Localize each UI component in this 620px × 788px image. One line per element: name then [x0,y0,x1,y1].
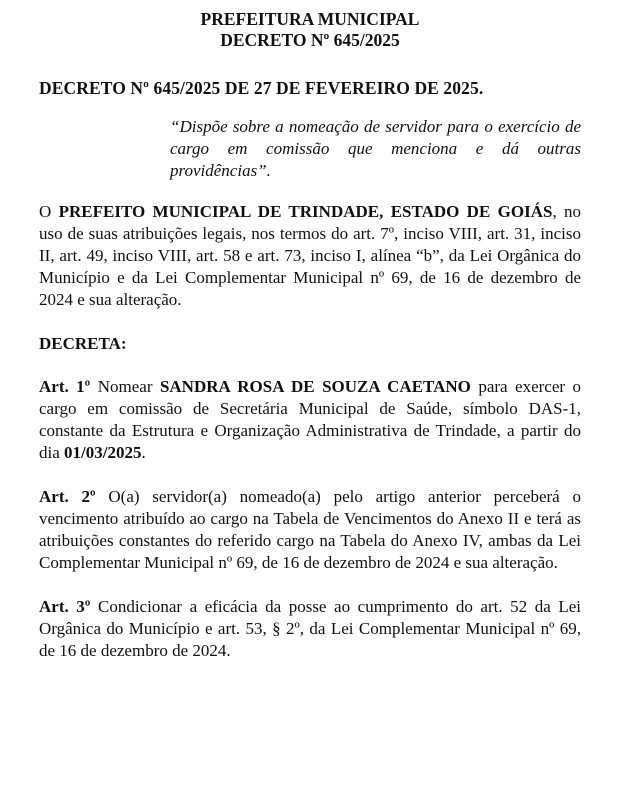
decree-title: DECRETO Nº 645/2025 DE 27 DE FEVEREIRO DE 2025. [39,78,484,98]
preamble-authority: PREFEITO MUNICIPAL DE TRINDADE, ESTADO DE GOIÁS [58,202,553,221]
header-decree-number: DECRETO Nº 645/2025 [220,30,400,50]
article-2 [39,486,581,574]
ementa: “Dispõe sobre a nomeação de servidor para o exercício de cargo em comissão que menciona e dá outras providências”. [170,117,581,180]
start-date: 01/03/2025 [64,443,142,462]
article-1-pre: Nomear [90,377,160,396]
preamble-paragraph [39,201,581,311]
article-1-end: . [141,443,146,462]
preamble-lead: O [39,202,59,221]
article-3 [39,596,581,662]
article-1-label: Art. 1º [39,377,91,396]
article-2-text: O(a) servidor(a) nomeado(a) pelo artigo anterior perceberá o vencimento atribuído ao cargo na Tabela de Vencimentos do Anexo II e terá as atribuições constantes do referido cargo na Tabela do Anexo IV, ambas da Lei Complementar Municipal nº 69, de 16 de dezembro de 2024 e sua alteração. [39,487,581,572]
article-1 [39,376,581,464]
header-institution: PREFEITURA MUNICIPAL [200,9,420,29]
article-3-text: Condicionar a eficácia da posse ao cumprimento do art. 52 da Lei Orgânica do Município e art. 53, § 2º, da Lei Complementar Municipal nº 69, de 16 de dezembro de 2024. [39,597,581,660]
preamble-body: , no uso de suas atribuições legais, nos termos do art. 7º, inciso VIII, art. 31, inciso II, art. 49, inciso VIII, art. 58 e art. 73, inciso I, alínea “b”, da Lei Orgânica do Município e da Lei Complementar Municipal nº 69, de 16 de dezembro de 2024 e sua alteração. [39,202,582,309]
decreta-heading: DECRETA: [39,334,127,353]
article-3-label: Art. 3º [39,597,91,616]
appointee-name: SANDRA ROSA DE SOUZA CAETANO [159,377,471,396]
article-2-label: Art. 2º [39,487,96,506]
article-1-mid: para exercer o cargo em comissão de Secretária Municipal de Saúde, símbolo DAS-1, constante da Estrutura e Organização Administrativa de Trindade, a partir do dia [39,377,581,462]
document-header [39,0,581,51]
